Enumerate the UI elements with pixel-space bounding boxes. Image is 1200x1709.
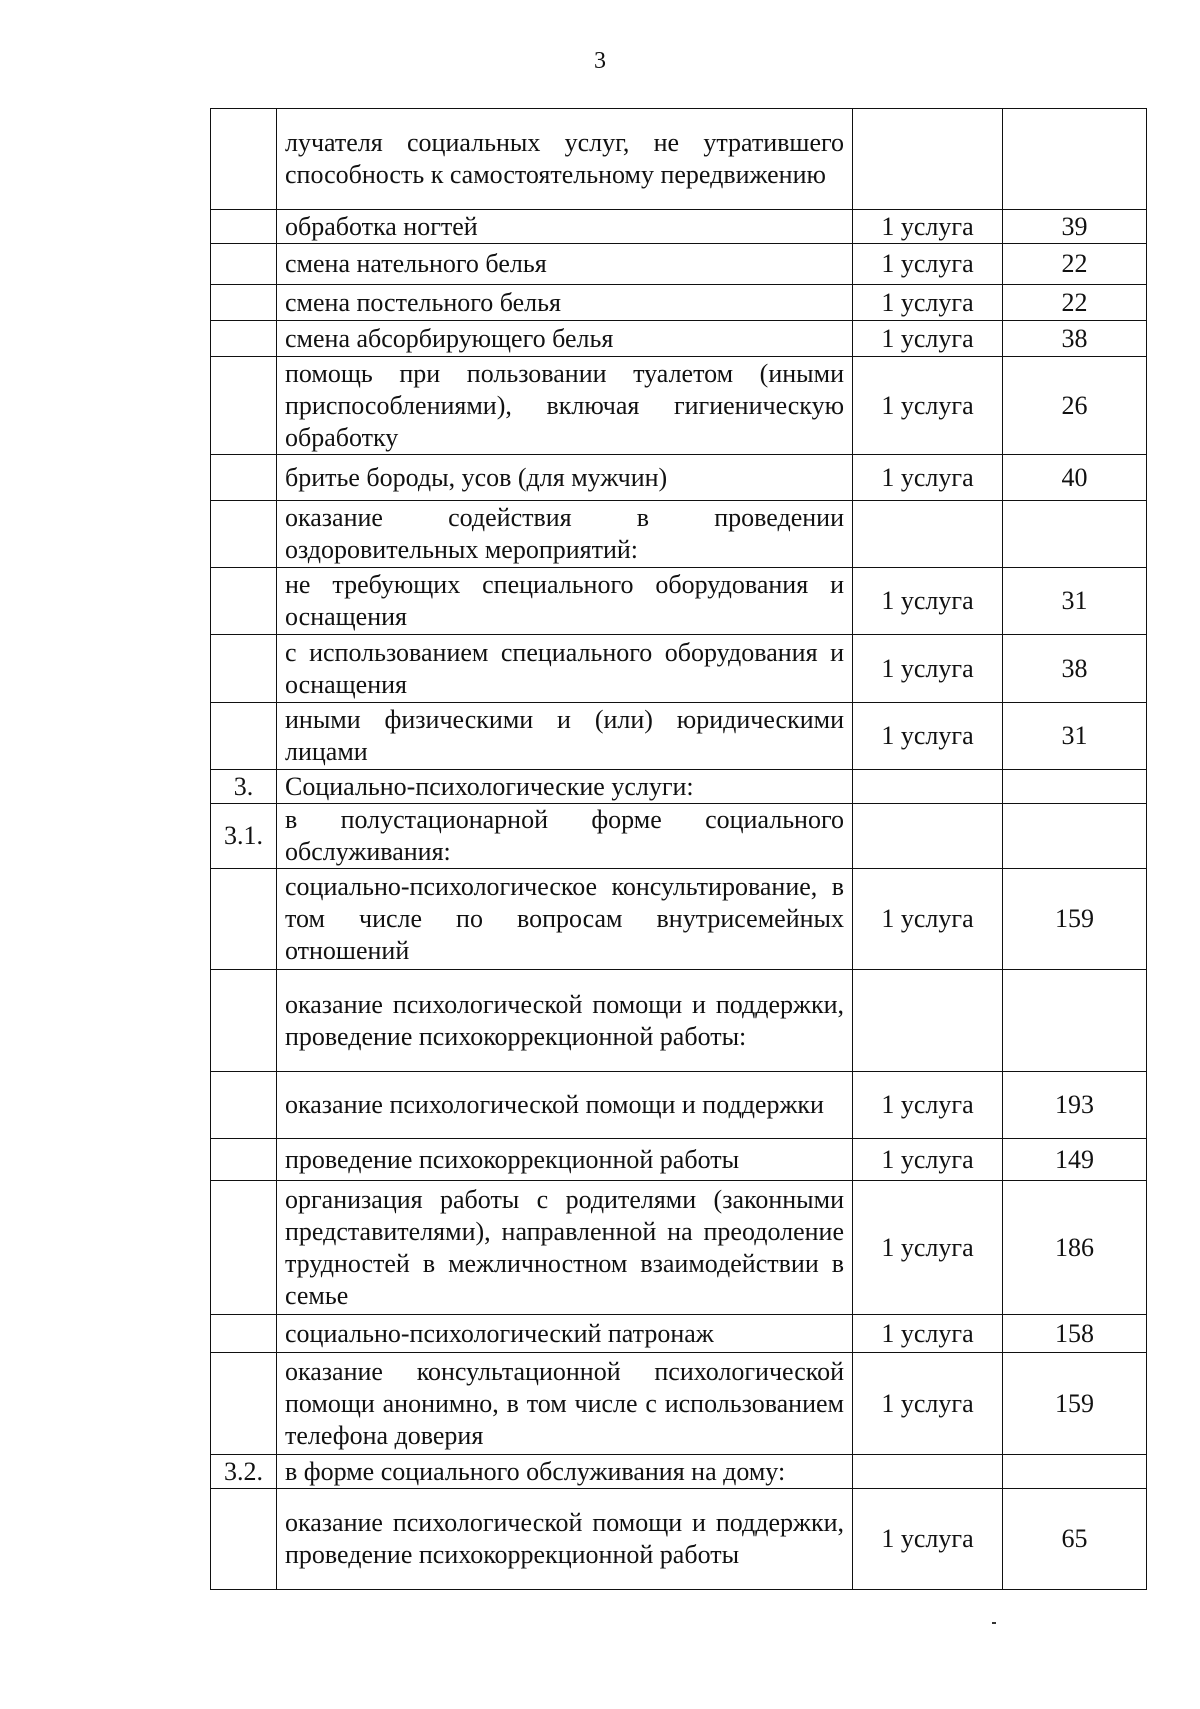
service-price: 31 <box>1003 703 1147 770</box>
unit-of-measure: 1 услуга <box>853 321 1003 357</box>
unit-of-measure: 1 услуга <box>853 357 1003 455</box>
unit-of-measure: 1 услуга <box>853 1181 1003 1315</box>
service-description: в полустационарной форме социального обслуживания: <box>277 804 853 869</box>
table-row <box>211 210 1147 244</box>
row-number <box>211 244 277 285</box>
table-row <box>211 703 1147 770</box>
row-number <box>211 1139 277 1181</box>
service-price <box>1003 804 1147 869</box>
service-description: оказание психологической помощи и поддержки <box>277 1072 853 1139</box>
unit-of-measure: 1 услуга <box>853 1489 1003 1590</box>
unit-of-measure: 1 услуга <box>853 1315 1003 1353</box>
table-row <box>211 357 1147 455</box>
service-description: оказание психологической помощи и поддержки, проведение психокоррекционной работы <box>277 1489 853 1590</box>
service-description: проведение психокоррекционной работы <box>277 1139 853 1181</box>
unit-of-measure: 1 услуга <box>853 244 1003 285</box>
unit-of-measure <box>853 1455 1003 1489</box>
unit-of-measure: 1 услуга <box>853 1353 1003 1455</box>
service-description: обработка ногтей <box>277 210 853 244</box>
service-description: организация работы с родителями (законными представителями), направленной на преодоление трудностей в межличностном взаимодействии в семье <box>277 1181 853 1315</box>
service-price: 193 <box>1003 1072 1147 1139</box>
service-description: смена нательного белья <box>277 244 853 285</box>
row-number <box>211 1072 277 1139</box>
service-description: с использованием специального оборудования и оснащения <box>277 635 853 703</box>
service-price <box>1003 109 1147 210</box>
table-row <box>211 804 1147 869</box>
row-number <box>211 321 277 357</box>
service-description: лучателя социальных услуг, не утратившего способность к самостоятельному передвижению <box>277 109 853 210</box>
service-price: 39 <box>1003 210 1147 244</box>
table-row <box>211 869 1147 970</box>
table-row <box>211 635 1147 703</box>
row-number <box>211 1315 277 1353</box>
unit-of-measure: 1 услуга <box>853 703 1003 770</box>
service-price: 26 <box>1003 357 1147 455</box>
table-row <box>211 1072 1147 1139</box>
unit-of-measure: 1 услуга <box>853 210 1003 244</box>
service-price <box>1003 501 1147 568</box>
service-price: 65 <box>1003 1489 1147 1590</box>
unit-of-measure <box>853 109 1003 210</box>
unit-of-measure: 1 услуга <box>853 455 1003 501</box>
table-row <box>211 455 1147 501</box>
service-price: 158 <box>1003 1315 1147 1353</box>
service-description: бритье бороды, усов (для мужчин) <box>277 455 853 501</box>
service-description: оказание психологической помощи и поддержки, проведение психокоррекционной работы: <box>277 970 853 1072</box>
row-number <box>211 970 277 1072</box>
unit-of-measure <box>853 501 1003 568</box>
service-description: в форме социального обслуживания на дому: <box>277 1455 853 1489</box>
service-description: социально-психологическое консультирование, в том числе по вопросам внутрисемейных отношений <box>277 869 853 970</box>
service-description: иными физическими и (или) юридическими лицами <box>277 703 853 770</box>
table-row <box>211 970 1147 1072</box>
unit-of-measure: 1 услуга <box>853 869 1003 970</box>
service-price <box>1003 770 1147 804</box>
service-description: помощь при пользовании туалетом (иными приспособлениями), включая гигиеническую обработку <box>277 357 853 455</box>
row-number <box>211 869 277 970</box>
table-row <box>211 1489 1147 1590</box>
service-description: социально-психологический патронаж <box>277 1315 853 1353</box>
services-table <box>210 108 1147 1590</box>
unit-of-measure: 1 услуга <box>853 1139 1003 1181</box>
service-price: 149 <box>1003 1139 1147 1181</box>
table-row <box>211 770 1147 804</box>
table-row <box>211 568 1147 635</box>
row-number <box>211 501 277 568</box>
service-price: 38 <box>1003 321 1147 357</box>
unit-of-measure <box>853 770 1003 804</box>
service-description: смена постельного белья <box>277 285 853 321</box>
table-row <box>211 285 1147 321</box>
table-row <box>211 1455 1147 1489</box>
table-row <box>211 1139 1147 1181</box>
row-number <box>211 1353 277 1455</box>
service-price: 159 <box>1003 1353 1147 1455</box>
row-number: 3.1. <box>211 804 277 869</box>
unit-of-measure: 1 услуга <box>853 285 1003 321</box>
service-price: 159 <box>1003 869 1147 970</box>
table-row <box>211 244 1147 285</box>
page-number: 3 <box>594 48 606 74</box>
service-price: 38 <box>1003 635 1147 703</box>
service-description: смена абсорбирующего белья <box>277 321 853 357</box>
row-number <box>211 109 277 210</box>
service-description: Социально-психологические услуги: <box>277 770 853 804</box>
service-description: не требующих специального оборудования и оснащения <box>277 568 853 635</box>
unit-of-measure: 1 услуга <box>853 568 1003 635</box>
service-price: 186 <box>1003 1181 1147 1315</box>
row-number <box>211 285 277 321</box>
row-number <box>211 1489 277 1590</box>
table-row <box>211 1315 1147 1353</box>
unit-of-measure: 1 услуга <box>853 635 1003 703</box>
service-price: 31 <box>1003 568 1147 635</box>
service-price <box>1003 1455 1147 1489</box>
row-number: 3. <box>211 770 277 804</box>
service-description: оказание содействия в проведении оздоровительных мероприятий: <box>277 501 853 568</box>
scan-mark <box>992 1622 996 1624</box>
row-number <box>211 703 277 770</box>
row-number <box>211 357 277 455</box>
table-row <box>211 1353 1147 1455</box>
row-number <box>211 210 277 244</box>
table-row <box>211 1181 1147 1315</box>
services-table-body <box>211 109 1147 1590</box>
unit-of-measure: 1 услуга <box>853 1072 1003 1139</box>
row-number <box>211 568 277 635</box>
service-price: 22 <box>1003 285 1147 321</box>
row-number <box>211 1181 277 1315</box>
table-row <box>211 109 1147 210</box>
service-price: 22 <box>1003 244 1147 285</box>
table-row <box>211 321 1147 357</box>
row-number <box>211 635 277 703</box>
row-number: 3.2. <box>211 1455 277 1489</box>
row-number <box>211 455 277 501</box>
service-price <box>1003 970 1147 1072</box>
service-price: 40 <box>1003 455 1147 501</box>
unit-of-measure <box>853 804 1003 869</box>
table-row <box>211 501 1147 568</box>
unit-of-measure <box>853 970 1003 1072</box>
service-description: оказание консультационной психологической помощи анонимно, в том числе с использованием телефона доверия <box>277 1353 853 1455</box>
